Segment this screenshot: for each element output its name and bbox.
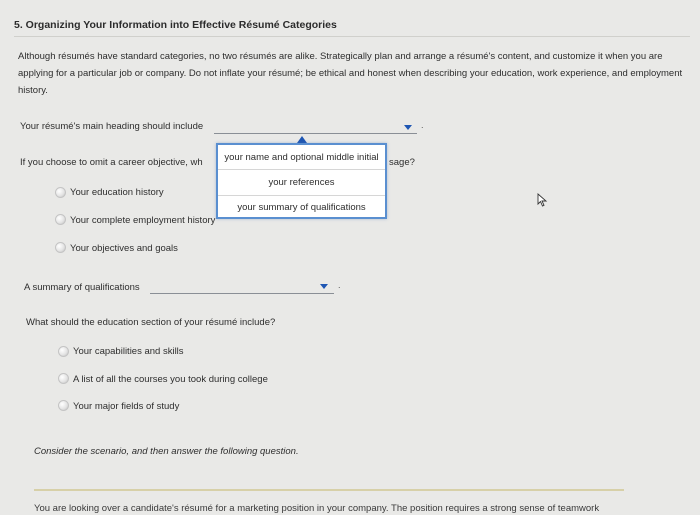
q4-option-2-label: A list of all the courses you took during college — [73, 374, 268, 385]
q1-select[interactable] — [214, 120, 417, 134]
q4-prompt: What should the education section of your résumé include? — [26, 317, 276, 328]
dropdown-option-name[interactable]: your name and optional middle initial — [218, 149, 385, 170]
q4-option-1-label: Your capabilities and skills — [73, 346, 184, 357]
dropdown-option-summary[interactable]: your summary of qualifications — [237, 202, 366, 213]
q3-dropdown-arrow-icon[interactable] — [320, 284, 328, 289]
q2-option-1-label: Your education history — [70, 187, 164, 198]
title-divider — [14, 36, 690, 37]
scenario-text: You are looking over a candidate's résumé for a marketing position in your company. The position requires a strong sense of teamwork — [34, 503, 600, 514]
q1-dropdown-menu — [216, 143, 387, 219]
q4-radio-1[interactable] — [58, 346, 69, 357]
q4-option-3-label: Your major fields of study — [73, 401, 180, 412]
q1-dropdown-arrow-icon[interactable] — [404, 125, 412, 130]
q2-prompt-end: sage? — [389, 157, 415, 168]
q2-prompt-start: If you choose to omit a career objective, wh — [20, 157, 203, 168]
q2-option-3-label: Your objectives and goals — [70, 243, 178, 254]
mouse-pointer-icon — [537, 193, 549, 207]
q3-period: . — [338, 280, 341, 290]
q3-prompt: A summary of qualifications — [24, 282, 140, 293]
scenario-prompt: Consider the scenario, and then answer the following question. — [34, 446, 299, 457]
q2-radio-3[interactable] — [55, 242, 66, 253]
scenario-divider — [34, 489, 624, 491]
intro-paragraph: Although résumés have standard categories, no two résumés are alike. Strategically plan and arrange a résumé's content, and customize it when you are applying for a particular job or company. Do not inflate your résumé; be ethical and honest when describing your education, work experience, and employment history. — [18, 51, 683, 96]
dropdown-open-caret-icon — [297, 136, 307, 143]
q2-radio-2[interactable] — [55, 214, 66, 225]
q4-radio-2[interactable] — [58, 373, 69, 384]
q1-period: . — [421, 120, 424, 130]
q3-select[interactable] — [150, 280, 334, 294]
dropdown-option-references[interactable]: your references — [218, 171, 385, 196]
q1-prompt: Your résumé's main heading should include — [20, 121, 204, 132]
q4-radio-3[interactable] — [58, 400, 69, 411]
q2-option-2-label: Your complete employment history — [70, 215, 216, 226]
section-title: 5. Organizing Your Information into Effective Résumé Categories — [14, 19, 337, 31]
q2-radio-1[interactable] — [55, 187, 66, 198]
